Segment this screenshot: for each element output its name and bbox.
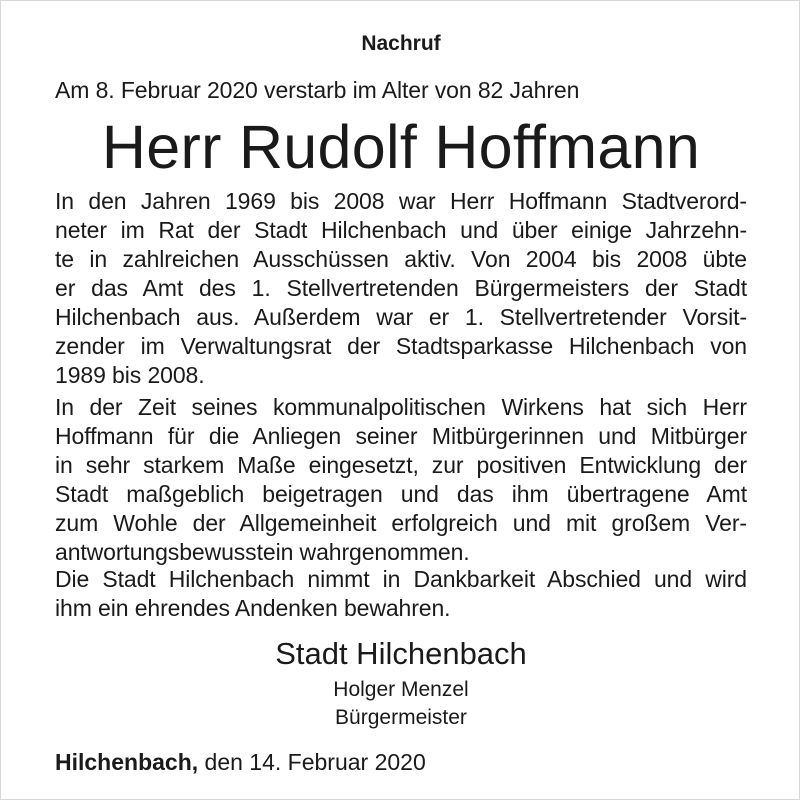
- paragraph-line: zum Wohle der Allgemeinheit erfolgreich und mit großem Ver-: [55, 510, 747, 536]
- paragraph-line: Stadt maßgeblich beigetragen und das ihm übertragene Amt: [55, 481, 747, 507]
- signature-organization: Stadt Hilchenbach: [275, 636, 527, 671]
- deceased-name: Herr Rudolf Hoffmann: [101, 113, 701, 181]
- paragraph-line: In der Zeit seines kommunalpolitischen Wirkens hat sich Herr: [55, 394, 747, 420]
- paragraph-merits: [55, 393, 747, 567]
- paragraph-career: [55, 187, 747, 390]
- paragraph-line: antwortungsbewusstein wahrgenommen.: [55, 539, 470, 565]
- paragraph-line: zender im Verwaltungsrat der Stadtsparkasse Hilchenbach von: [55, 333, 747, 359]
- paragraph-line: ihm ein ehrendes Andenken bewahren.: [55, 595, 451, 621]
- paragraph-line: 1989 bis 2008.: [55, 362, 205, 388]
- paragraph-line: neter im Rat der Stadt Hilchenbach und über einige Jahrzehn-: [55, 217, 747, 243]
- paragraph-line: In den Jahren 1969 bis 2008 war Herr Hoffmann Stadtverord-: [55, 188, 747, 214]
- paragraph-line: er das Amt des 1. Stellvertretenden Bürgermeisters der Stadt: [55, 275, 747, 301]
- paragraph-farewell: [55, 565, 747, 623]
- paragraph-line: Hilchenbach aus. Außerdem war er 1. Stellvertretender Vorsit-: [55, 304, 747, 330]
- place-and-date: [55, 747, 755, 777]
- signature-title: Bürgermeister: [335, 706, 467, 729]
- paragraph-line: Hoffmann für die Anliegen seiner Mitbürgerinnen und Mitbürger: [55, 423, 747, 449]
- paragraph-line: te in zahlreichen Ausschüssen aktiv. Von 2004 bis 2008 übte: [55, 246, 747, 272]
- footer-place: Hilchenbach,: [55, 749, 199, 775]
- notice-intro: Am 8. Februar 2020 verstarb im Alter von 82 Jahren: [55, 77, 580, 103]
- paragraph-line: Die Stadt Hilchenbach nimmt in Dankbarkeit Abschied und wird: [55, 566, 747, 592]
- signature-person: Holger Menzel: [333, 678, 469, 701]
- notice-heading: Nachruf: [361, 32, 441, 55]
- footer-date: den 14. Februar 2020: [198, 749, 426, 775]
- paragraph-line: in sehr starkem Maße eingesetzt, zur positiven Entwicklung der: [55, 452, 747, 478]
